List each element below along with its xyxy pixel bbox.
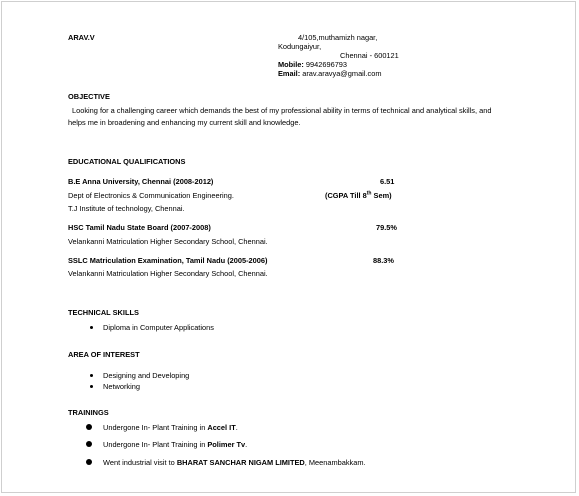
education-1-dept: Dept of Electronics & Communication Engineering. xyxy=(68,191,234,200)
education-2-title: HSC Tamil Nadu State Board (2007-2008) xyxy=(68,223,211,232)
cgpa-sup: th xyxy=(366,190,372,197)
training-suffix: . xyxy=(235,423,238,432)
education-1-cgpa-note xyxy=(325,191,392,200)
training-suffix: . xyxy=(245,440,248,449)
education-3-school: Velankanni Matriculation Higher Secondary School, Chennai. xyxy=(68,269,268,278)
training-item xyxy=(103,458,366,467)
email-value: arav.aravya@gmail.com xyxy=(300,69,382,78)
bullet-dot-icon xyxy=(90,374,93,377)
training-item xyxy=(103,440,247,449)
bullet-dot-icon xyxy=(90,385,93,388)
training-suffix: , Meenambakkam. xyxy=(304,458,366,467)
mobile-label: Mobile: xyxy=(278,60,304,69)
training-org: Polimer Tv xyxy=(207,440,246,449)
technical-skills-heading: TECHNICAL SKILLS xyxy=(68,308,139,317)
education-3-score: 88.3% xyxy=(373,256,394,265)
bullet-disc-icon xyxy=(86,441,92,447)
objective-line-2: helps me in broadening and enhancing my current skill and knowledge. xyxy=(68,118,301,127)
training-text: Undergone In- Plant Training in xyxy=(103,440,208,449)
objective-heading: OBJECTIVE xyxy=(68,92,110,101)
education-1-institute: T.J Institute of technology, Chennai. xyxy=(68,204,185,213)
education-1-score: 6.51 xyxy=(380,177,395,186)
interest-heading: AREA OF INTEREST xyxy=(68,350,140,359)
technical-skill-item: Diploma in Computer Applications xyxy=(103,323,214,332)
address-line-2: Kodungaiyur, xyxy=(278,42,322,51)
training-org: BHARAT SANCHAR NIGAM LIMITED xyxy=(176,458,305,467)
bullet-disc-icon xyxy=(86,424,92,430)
interest-item: Designing and Developing xyxy=(103,371,190,380)
address-line-1: 4/105,muthamizh nagar, xyxy=(298,33,378,42)
cgpa-pre: (CGPA Till 8 xyxy=(325,191,367,200)
mobile-value: 9942696793 xyxy=(303,60,348,69)
objective-line-1: Looking for a challenging career which demands the best of my professional ability in terms of technical and analytical skills, and xyxy=(72,106,492,115)
education-3-title: SSLC Matriculation Examination, Tamil Nadu (2005-2006) xyxy=(68,256,268,265)
training-text: Went industrial visit to xyxy=(103,458,177,467)
mobile-line xyxy=(278,60,347,69)
education-1-title: B.E Anna University, Chennai (2008-2012) xyxy=(68,177,214,186)
education-2-score: 79.5% xyxy=(376,223,397,232)
education-heading: EDUCATIONAL QUALIFICATIONS xyxy=(68,157,186,166)
training-text: Undergone In- Plant Training in xyxy=(103,423,208,432)
cgpa-post: Sem) xyxy=(371,191,392,200)
bullet-dot-icon xyxy=(90,326,93,329)
interest-item: Networking xyxy=(103,382,140,391)
training-org: Accel IT xyxy=(207,423,236,432)
address-line-3: Chennai - 600121 xyxy=(340,51,399,60)
candidate-name: ARAV.V xyxy=(68,33,95,42)
education-2-school: Velankanni Matriculation Higher Secondary School, Chennai. xyxy=(68,237,268,246)
email-label: Email: xyxy=(278,69,301,78)
email-line xyxy=(278,69,381,78)
bullet-disc-icon xyxy=(86,459,92,465)
trainings-heading: TRAININGS xyxy=(68,408,109,417)
training-item xyxy=(103,423,238,432)
